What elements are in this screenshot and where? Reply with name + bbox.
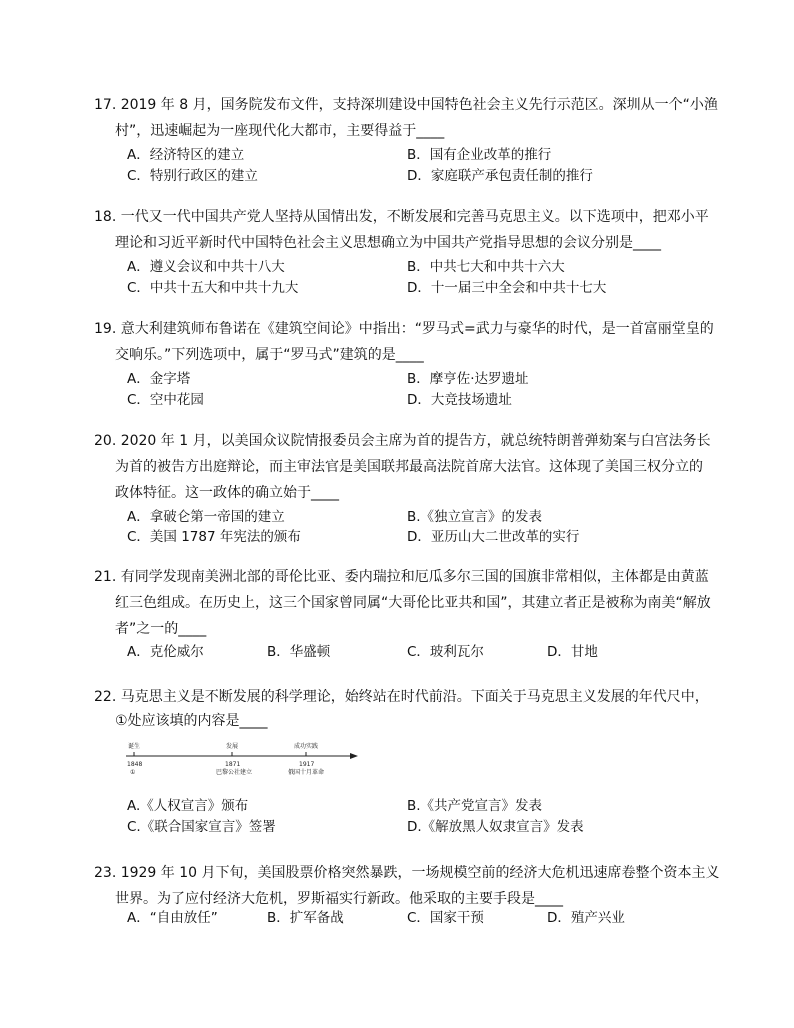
option-d[interactable]: D．殖产兴业 — [547, 910, 625, 926]
question-stem: 为首的被告方出庭辩论，而主审法官是美国联邦最高法院首席大法官。这体现了美国三权分立的 — [115, 459, 703, 475]
option-b[interactable]: B．华盛顿 — [267, 644, 331, 660]
timeline-label-success: 成功实践 — [294, 743, 319, 750]
timeline-label-birth: 诞生 — [128, 743, 141, 750]
timeline-year-1871: 1871 — [225, 761, 241, 768]
timeline-event-october-revolution: 俄国十月革命 — [288, 769, 325, 776]
question-stem: 17. 2019 年 8 月，国务院发布文件，支持深圳建设中国特色社会主义先行示范区。深圳从一个“小渔 — [94, 97, 718, 113]
timeline-axis — [122, 738, 362, 784]
question-stem: 21. 有同学发现南美洲北部的哥伦比亚、委内瑞拉和厄瓜多尔三国的国旗非常相似，主体都是由黄蓝 — [94, 569, 709, 585]
question-stem: 18. 一代又一代中国共产党人坚持从国情出发，不断发展和完善马克思主义。以下选项中，把邓小平 — [94, 209, 709, 225]
option-a[interactable]: A．遵义会议和中共十八大 — [127, 259, 285, 275]
option-d[interactable]: D．家庭联产承包责任制的推行 — [407, 168, 593, 184]
option-a[interactable]: A．金字塔 — [127, 371, 191, 387]
question-stem: 红三色组成。在历史上，这三个国家曾同属“大哥伦比亚共和国”，其建立者正是被称为南美“解放 — [115, 595, 711, 611]
option-c[interactable]: C．玻利瓦尔 — [407, 644, 484, 660]
timeline-event-paris-commune: 巴黎公社建立 — [216, 769, 253, 776]
option-a[interactable]: A．“自由放任” — [127, 910, 218, 926]
timeline-marker: ① — [130, 769, 136, 776]
option-b[interactable]: B.《独立宣言》的发表 — [407, 509, 543, 525]
option-d[interactable]: D．甘地 — [547, 644, 598, 660]
option-c[interactable]: C．空中花园 — [127, 392, 204, 408]
option-c[interactable]: C．特别行政区的建立 — [127, 168, 258, 184]
option-b[interactable]: B．摩亨佐·达罗遗址 — [407, 371, 529, 387]
option-c[interactable]: C.《联合国家宣言》签署 — [127, 819, 276, 835]
option-d[interactable]: D．大竞技场遗址 — [407, 392, 512, 408]
option-a[interactable]: A．克伦威尔 — [127, 644, 204, 660]
question-stem: 20. 2020 年 1 月，以美国众议院情报委员会主席为首的提告方，就总统特朗普弹劾案与白宫法务长 — [94, 433, 711, 449]
question-stem: 22. 马克思主义是不断发展的科学理论，始终站在时代前沿。下面关于马克思主义发展的年代尺中， — [94, 689, 709, 705]
question-stem: 世界。为了应付经济大危机，罗斯福实行新政。他采取的主要手段是____ — [115, 891, 563, 907]
option-a[interactable]: A.《人权宣言》颁布 — [127, 798, 249, 814]
question-stem: 者”之一的____ — [115, 621, 207, 637]
timeline-year-1917: 1917 — [299, 761, 315, 768]
option-a[interactable]: A．经济特区的建立 — [127, 147, 245, 163]
option-b[interactable]: B．扩军备战 — [267, 910, 344, 926]
question-stem: 23. 1929 年 10 月下旬，美国股票价格突然暴跌，一场规模空前的经济大危机迅速席卷整个资本主义 — [94, 865, 720, 881]
option-c[interactable]: C．美国 1787 年宪法的颁布 — [127, 529, 301, 545]
question-stem: 19. 意大利建筑师布鲁诺在《建筑空间论》中指出：“罗马式=武力与豪华的时代，是一首富丽堂皇的 — [94, 321, 714, 337]
question-stem: 政体特征。这一政体的确立始于____ — [115, 485, 339, 501]
option-d[interactable]: D．十一届三中全会和中共十七大 — [407, 280, 607, 296]
question-stem: 村”，迅速崛起为一座现代化大都市，主要得益于____ — [115, 123, 445, 139]
option-b[interactable]: B．中共七大和中共十六大 — [407, 259, 565, 275]
timeline-year-1848: 1848 — [127, 761, 143, 768]
option-b[interactable]: B.《共产党宣言》发表 — [407, 798, 543, 814]
question-stem: 交响乐。”下列选项中，属于“罗马式”建筑的是____ — [115, 347, 424, 363]
option-b[interactable]: B．国有企业改革的推行 — [407, 147, 552, 163]
question-stem: 理论和习近平新时代中国特色社会主义思想确立为中国共产党指导思想的会议分别是____ — [115, 235, 661, 251]
option-c[interactable]: C．中共十五大和中共十九大 — [127, 280, 299, 296]
option-a[interactable]: A．拿破仑第一帝国的建立 — [127, 509, 285, 525]
option-d[interactable]: D.《解放黑人奴隶宣言》发表 — [407, 819, 584, 835]
timeline-label-development: 发展 — [226, 743, 239, 750]
option-c[interactable]: C．国家干预 — [407, 910, 484, 926]
timeline-figure — [122, 738, 362, 784]
option-d[interactable]: D．亚历山大二世改革的实行 — [407, 529, 580, 545]
question-stem: ①处应该填的内容是____ — [115, 713, 268, 729]
